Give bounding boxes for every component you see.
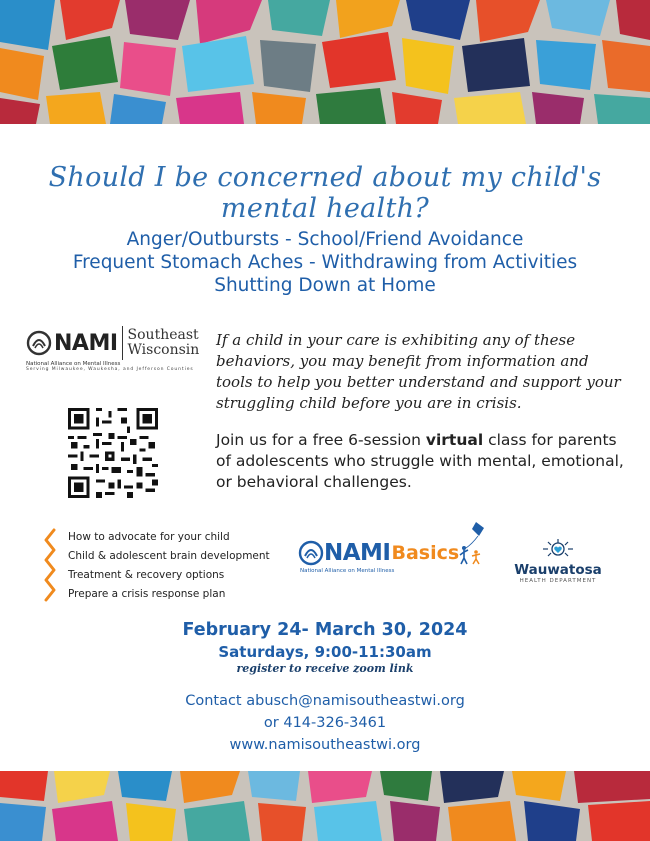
qr-code-icon[interactable]	[68, 408, 158, 498]
session-time: Saturdays, 9:00-11:30am	[218, 643, 432, 661]
kite-family-icon	[446, 522, 494, 566]
wauwatosa-logo	[508, 538, 608, 584]
partner-name: Wauwatosa	[514, 562, 602, 578]
topic-item: Child & adolescent brain development	[68, 550, 270, 562]
nami-region	[128, 328, 200, 358]
nami-subtitle: National Alliance on Mental Illness	[26, 361, 121, 367]
contact-email[interactable]: Contact abusch@namisoutheastwi.org	[185, 693, 465, 709]
page-headline: Should I be concerned about my child's mental health?	[48, 162, 602, 224]
schedule-block	[0, 620, 650, 675]
nami-wordmark: NAMI	[54, 330, 118, 356]
date-range: February 24- March 30, 2024	[182, 620, 468, 640]
region-line: Southeast	[127, 327, 199, 343]
contact-phone[interactable]: or 414-326-3461	[263, 715, 387, 731]
nami-southeast-logo	[26, 326, 206, 386]
behavior-line: Shutting Down at Home	[214, 275, 436, 296]
zigzag-accent-icon	[42, 528, 62, 604]
join-text: Join us for a free 6-session	[216, 431, 426, 449]
behavior-line: Frequent Stomach Aches - Withdrawing from Activities	[72, 252, 578, 273]
behavior-list	[0, 228, 650, 297]
contact-website[interactable]: www.namisoutheastwi.org	[229, 737, 421, 753]
mosaic-tiles	[0, 0, 650, 124]
mosaic-banner-top	[0, 0, 650, 124]
nami-swirl-icon	[26, 330, 52, 356]
behavior-line: Anger/Outbursts - School/Friend Avoidance	[126, 229, 524, 250]
join-text: class for parents of adolescents who struggle with mental, emotional, or behavioral challenges.	[216, 431, 624, 491]
register-note: register to receive zoom link	[236, 662, 414, 675]
partner-department: HEALTH DEPARTMENT	[519, 578, 597, 584]
topic-item: Prepare a crisis response plan	[68, 588, 226, 600]
basics-subtitle: National Alliance on Mental Illness	[300, 568, 395, 574]
intro-paragraph: If a child in your care is exhibiting any of these behaviors, you may benefit from information and tools to help you better understand and support your struggling child before you are in crisis.	[216, 331, 621, 412]
join-paragraph	[216, 430, 626, 493]
nami-serving: Serving Milwaukee, Waukesha, and Jefferson Counties	[26, 367, 194, 372]
mosaic-banner-bottom	[0, 771, 650, 841]
topic-list	[48, 528, 288, 604]
join-emphasis: virtual	[425, 431, 484, 449]
region-line: Wisconsin	[127, 342, 200, 358]
mosaic-tiles	[0, 771, 650, 841]
topic-item: How to advocate for your child	[68, 531, 230, 543]
nami-basics-logo	[298, 540, 498, 596]
basics-program: Basics	[391, 542, 460, 564]
basics-wordmark: NAMI	[324, 540, 391, 566]
logo-divider	[122, 326, 123, 360]
contact-block	[0, 690, 650, 756]
topic-item: Treatment & recovery options	[68, 569, 225, 581]
sun-heart-icon	[538, 538, 578, 560]
nami-swirl-icon	[298, 540, 324, 566]
